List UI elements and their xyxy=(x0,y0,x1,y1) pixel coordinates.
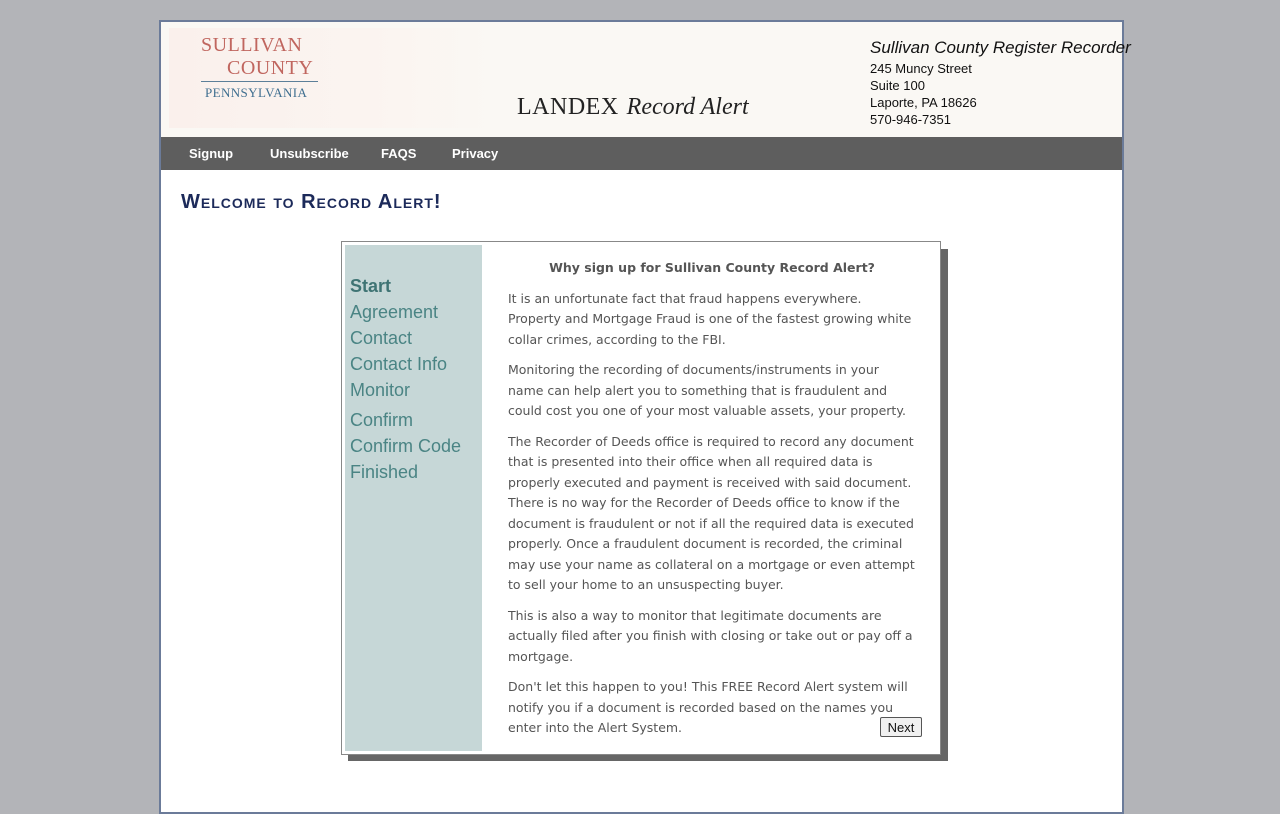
logo-text-county: COUNTY xyxy=(227,57,314,79)
wizard-steps-sidebar xyxy=(345,245,482,751)
nav-signup[interactable]: Signup xyxy=(189,146,234,161)
office-name: Sullivan County Register Recorder xyxy=(870,38,1131,57)
step-confirm[interactable]: Confirm xyxy=(350,410,414,430)
office-address-line1: 245 Muncy Street xyxy=(870,61,972,76)
logo-text-state: PENNSYLVANIA xyxy=(205,85,308,100)
app-title-record-alert: Record Alert xyxy=(626,94,749,120)
office-city: Laporte, PA 18626 xyxy=(870,95,977,110)
step-confirm-code[interactable]: Confirm Code xyxy=(350,436,462,456)
page-container xyxy=(159,20,1131,814)
top-navbar xyxy=(161,137,1122,170)
paragraph-recorder-duty: The Recorder of Deeds office is required to record any document that is presented into their office when all required data is properly executed and payment is received with said document. There is no way for the Recorder of Deeds office to know if the document is fraudulent or not if all the required data is executed properly. Once a fraudulent document is recorded, the criminal may use your name as collateral on a mortgage or even attempt to sell your home to an unsuspecting buyer. xyxy=(508,433,915,592)
header xyxy=(161,22,1131,137)
step-agreement[interactable]: Agreement xyxy=(350,302,439,322)
office-address-line2: Suite 100 xyxy=(870,78,925,93)
nav-faqs[interactable]: FAQS xyxy=(381,146,417,161)
wizard-content xyxy=(508,258,916,749)
nav-unsubscribe[interactable]: Unsubscribe xyxy=(270,146,349,161)
paragraph-monitoring: Monitoring the recording of documents/instruments in your name can help alert you to something that is fraudulent and could cost you one of your most valuable assets, your property. xyxy=(508,362,906,418)
office-phone: 570-946-7351 xyxy=(870,112,951,127)
step-start[interactable]: Start xyxy=(350,276,392,296)
wizard-content-title: Why sign up for Sullivan County Record Alert? xyxy=(549,260,875,275)
county-logo xyxy=(169,28,501,128)
app-title xyxy=(517,94,749,121)
logo-text-sullivan: SULLIVAN xyxy=(201,34,303,56)
office-contact-block xyxy=(870,38,1131,128)
signup-wizard xyxy=(341,241,941,755)
next-button[interactable]: Next xyxy=(880,717,922,737)
nav-privacy[interactable]: Privacy xyxy=(452,146,499,161)
step-monitor[interactable]: Monitor xyxy=(350,380,411,400)
logo-divider xyxy=(201,81,318,82)
step-contact-info[interactable]: Contact Info xyxy=(350,354,448,374)
app-title-landex: LANDEX xyxy=(517,94,619,120)
step-contact[interactable]: Contact xyxy=(350,328,413,348)
step-finished[interactable]: Finished xyxy=(350,462,419,482)
paragraph-legitimate-docs: This is also a way to monitor that legitimate documents are actually filed after you finish with closing or take out or pay off a mortgage. xyxy=(508,607,913,664)
paragraph-fraud-fact: It is an unfortunate fact that fraud happens everywhere. Property and Mortgage Fraud is one of the fastest growing white collar crimes, according to the FBI. xyxy=(508,290,912,347)
page-title: Welcome to Record Alert! xyxy=(181,191,442,213)
paragraph-free-system: Don't let this happen to you! This FREE Record Alert system will notify you if a document is recorded based on the names you enter into the Alert System. xyxy=(508,679,908,735)
